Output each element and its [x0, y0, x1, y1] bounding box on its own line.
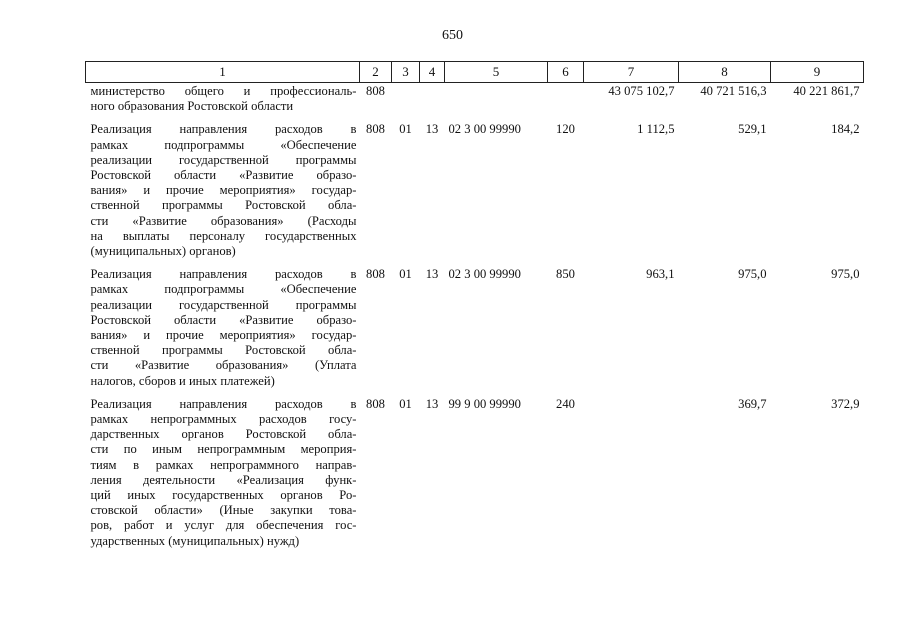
table-body	[86, 83, 864, 555]
cell-amount-year1	[584, 395, 679, 555]
cell-amount-year3: 40 221 861,7	[793, 84, 860, 98]
cell-expense-type	[548, 83, 584, 121]
cell-ved: 808	[366, 396, 385, 411]
cell-ved: 808	[366, 267, 385, 282]
name-line: ственной программы Ростовской обла-	[90, 198, 357, 213]
col-header-2: 2	[360, 62, 392, 83]
name-line: ций иных государственных органов Ро-	[90, 488, 357, 503]
name-line: рамках непрограммных расходов госу-	[90, 412, 357, 427]
name-line: Ростовской области «Развитие образо-	[90, 312, 357, 327]
name-line: ственной программы Ростовской обла-	[90, 343, 357, 358]
cell-expense-type: 850	[556, 267, 575, 282]
col-header-8: 8	[679, 62, 771, 83]
table-row	[86, 395, 864, 555]
name-line: ного образования Ростовской области	[90, 99, 294, 114]
col-header-6: 6	[548, 62, 584, 83]
name-line: сти «Развитие образования» (Уплата	[90, 358, 357, 373]
name-line: ударственных (муниципальных) нужд)	[90, 533, 300, 548]
cell-target-article	[445, 83, 548, 121]
cell-subsection: 13	[425, 122, 439, 137]
budget-table	[85, 61, 864, 555]
cell-name	[86, 120, 360, 265]
name-line: тиям в рамках непрограммного направ-	[90, 457, 357, 472]
cell-amount-year1: 963,1	[646, 267, 675, 282]
col-header-7: 7	[584, 62, 679, 83]
cell-amount-year3: 184,2	[831, 122, 860, 137]
cell-expense-type: 240	[556, 396, 575, 411]
name-line: (муниципальных) органов)	[90, 244, 236, 259]
cell-amount-year1: 43 075 102,7	[608, 84, 675, 98]
col-header-5: 5	[445, 62, 548, 83]
name-line: рамках подпрограммы «Обеспечение	[90, 137, 357, 152]
name-line: Реализация направления расходов в	[90, 396, 357, 411]
cell-amount-year2: 369,7	[738, 396, 767, 411]
cell-name	[86, 265, 360, 395]
cell-target-article: 99 9 00 99990	[448, 396, 521, 411]
cell-amount-year2: 975,0	[738, 267, 767, 282]
page-number: 650	[442, 28, 463, 43]
col-header-3: 3	[392, 62, 420, 83]
name-line: министерство общего и профессиональ-	[90, 84, 357, 98]
name-line: на выплаты персоналу государственных	[90, 228, 357, 243]
name-line: Реализация направления расходов в	[90, 267, 357, 282]
cell-subsection: 13	[425, 267, 439, 282]
name-line: реализации государственной программы	[90, 152, 357, 167]
cell-target-article: 02 3 00 99990	[448, 267, 521, 282]
table-row	[86, 120, 864, 265]
name-line: стовской области» (Иные закупки това-	[90, 503, 357, 518]
cell-section: 01	[399, 267, 412, 282]
name-line: дарственных органов Ростовской обла-	[90, 427, 357, 442]
cell-name	[86, 395, 360, 555]
name-line: вания» и прочие мероприятия» государ-	[90, 183, 357, 198]
name-line: вания» и прочие мероприятия» государ-	[90, 328, 357, 343]
header-row	[86, 62, 864, 83]
cell-section	[392, 83, 420, 121]
cell-section: 01	[399, 122, 412, 137]
cell-expense-type: 120	[556, 122, 575, 137]
col-header-9: 9	[771, 62, 864, 83]
cell-target-article: 02 3 00 99990	[448, 122, 521, 137]
cell-amount-year2: 529,1	[738, 122, 767, 137]
cell-subsection	[420, 83, 445, 121]
name-line: Ростовской области «Развитие образо-	[90, 168, 357, 183]
table-header	[86, 62, 864, 83]
cell-name	[86, 83, 360, 121]
name-line: сти «Развитие образования» (Расходы	[90, 213, 357, 228]
col-header-1: 1	[86, 62, 360, 83]
cell-amount-year3: 975,0	[831, 267, 860, 282]
name-line: реализации государственной программы	[90, 297, 357, 312]
name-line: ров, работ и услуг для обеспечения гос-	[90, 518, 357, 533]
name-line: налогов, сборов и иных платежей)	[90, 373, 275, 388]
cell-ved: 808	[366, 84, 385, 98]
name-line: сти по иным непрограммным мероприя-	[90, 442, 357, 457]
cell-ved: 808	[366, 122, 385, 137]
col-header-4: 4	[420, 62, 445, 83]
name-line: Реализация направления расходов в	[90, 122, 357, 137]
cell-amount-year3: 372,9	[831, 396, 860, 411]
name-line: рамках подпрограммы «Обеспечение	[90, 282, 357, 297]
cell-section: 01	[399, 396, 412, 411]
cell-amount-year1: 1 112,5	[637, 122, 675, 137]
cell-amount-year2: 40 721 516,3	[700, 84, 767, 98]
table-row	[86, 265, 864, 395]
table-row	[86, 83, 864, 121]
name-line: ления деятельности «Реализация функ-	[90, 472, 357, 487]
cell-subsection: 13	[425, 396, 439, 411]
